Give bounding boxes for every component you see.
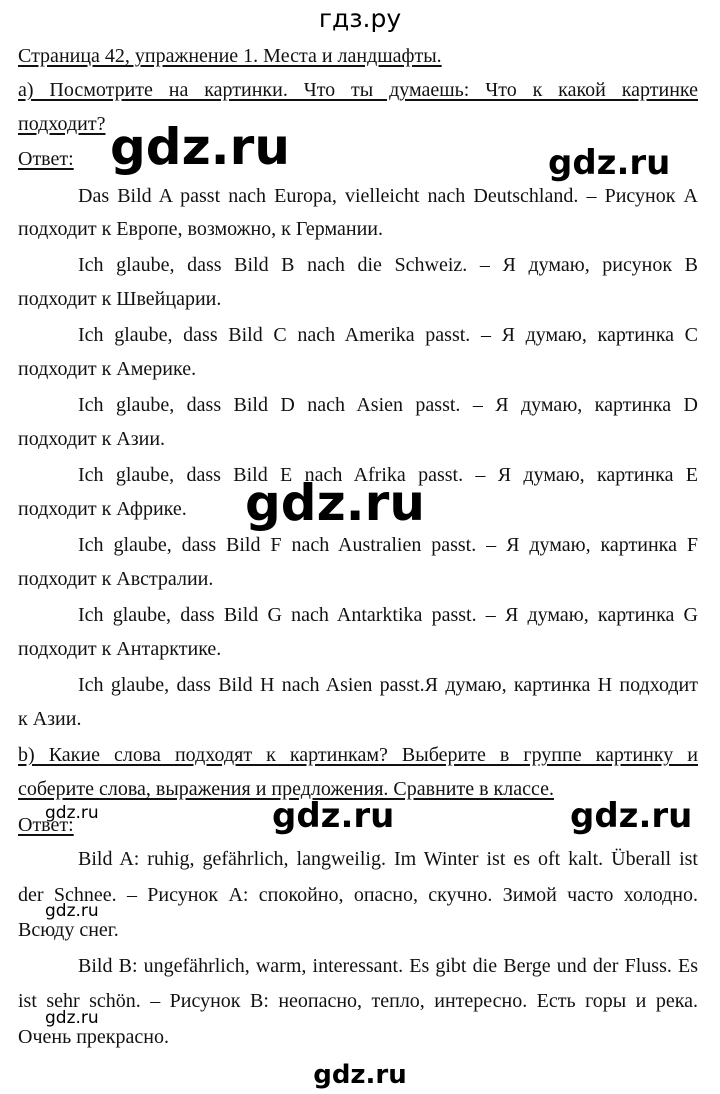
answer-b-2-line1: Bild B: ungefährlich, warm, interessant. Es gibt die Berge und der Fluss. Es (78, 955, 698, 977)
watermark-top-right: gdz.ru (548, 143, 671, 183)
watermark-footer: gdz.ru (313, 1060, 407, 1090)
answer-a-4-line2: подходит к Азии. (18, 428, 166, 450)
watermark-small-3: gdz.ru (45, 1008, 99, 1028)
answer-b-1-line2: der Schnee. – Рисунок A: спокойно, опасно, скучно. Зимой часто холодно. (18, 884, 698, 906)
answer-a-6-line2: подходит к Австралии. (18, 568, 214, 590)
answer-a-7-line2: подходит к Антарктике. (18, 638, 222, 660)
answer-a-3-line2: подходит к Америке. (18, 358, 197, 380)
watermark-small-1: gdz.ru (45, 803, 99, 823)
watermark-small-2: gdz.ru (45, 901, 99, 921)
answer-a-2-line1: Ich glaube, dass Bild B nach die Schweiz. – Я думаю, рисунок B (78, 254, 698, 276)
answer-b-1-line3: Всюду снег. (18, 919, 119, 941)
answer-a-3-line1: Ich glaube, dass Bild C nach Amerika passt. – Я думаю, картинка C (78, 324, 698, 346)
answer-label-a: Ответ: (18, 148, 74, 170)
answer-a-5-line1: Ich glaube, dass Bild E nach Afrika passt. – Я думаю, картинка E (78, 464, 698, 486)
task-a-line2: подходит? (18, 113, 106, 135)
watermark-mid-left: gdz.ru (272, 796, 395, 836)
watermark-large-center: gdz.ru (245, 474, 425, 532)
answer-a-8-line2: к Азии. (18, 708, 82, 730)
answer-b-1-line1: Bild A: ruhig, gefährlich, langweilig. Im Winter ist es oft kalt. Überall ist (78, 848, 698, 870)
watermark-large-top: gdz.ru (110, 118, 290, 176)
page-title: Страница 42, упражнение 1. Места и ландшафты. (18, 45, 442, 67)
answer-b-2-line2: ist sehr schön. – Рисунок B: неопасно, тепло, интересно. Есть горы и река. (18, 990, 698, 1012)
answer-a-2-line2: подходит к Швейцарии. (18, 288, 222, 310)
answer-a-8-line1: Ich glaube, dass Bild H nach Asien passt.Я думаю, картинка H подходит (78, 674, 698, 696)
task-b-line1: b) Какие слова подходят к картинкам? Выберите в группе картинку и (18, 744, 698, 766)
answer-a-4-line1: Ich glaube, dass Bild D nach Asien passt. – Я думаю, картинка D (78, 394, 698, 416)
answer-a-1-line1: Das Bild A passt nach Europa, vielleicht nach Deutschland. – Рисунок A (78, 185, 698, 207)
task-a-line1: а) Посмотрите на картинки. Что ты думаешь: Что к какой картинке (18, 79, 698, 101)
site-header: гдз.ру (318, 4, 402, 33)
answer-a-6-line1: Ich glaube, dass Bild F nach Australien passt. – Я думаю, картинка F (78, 534, 698, 556)
task-b-line2: соберите слова, выражения и предложения. Сравните в классе. (18, 778, 554, 800)
answer-b-2-line3: Очень прекрасно. (18, 1026, 169, 1048)
answer-a-5-line2: подходит к Африке. (18, 498, 187, 520)
answer-a-1-line2: подходит к Европе, возможно, к Германии. (18, 218, 383, 240)
watermark-mid-right: gdz.ru (570, 796, 693, 836)
answer-label-b: Ответ: (18, 814, 74, 836)
answer-a-7-line1: Ich glaube, dass Bild G nach Antarktika passt. – Я думаю, картинка G (78, 604, 698, 626)
